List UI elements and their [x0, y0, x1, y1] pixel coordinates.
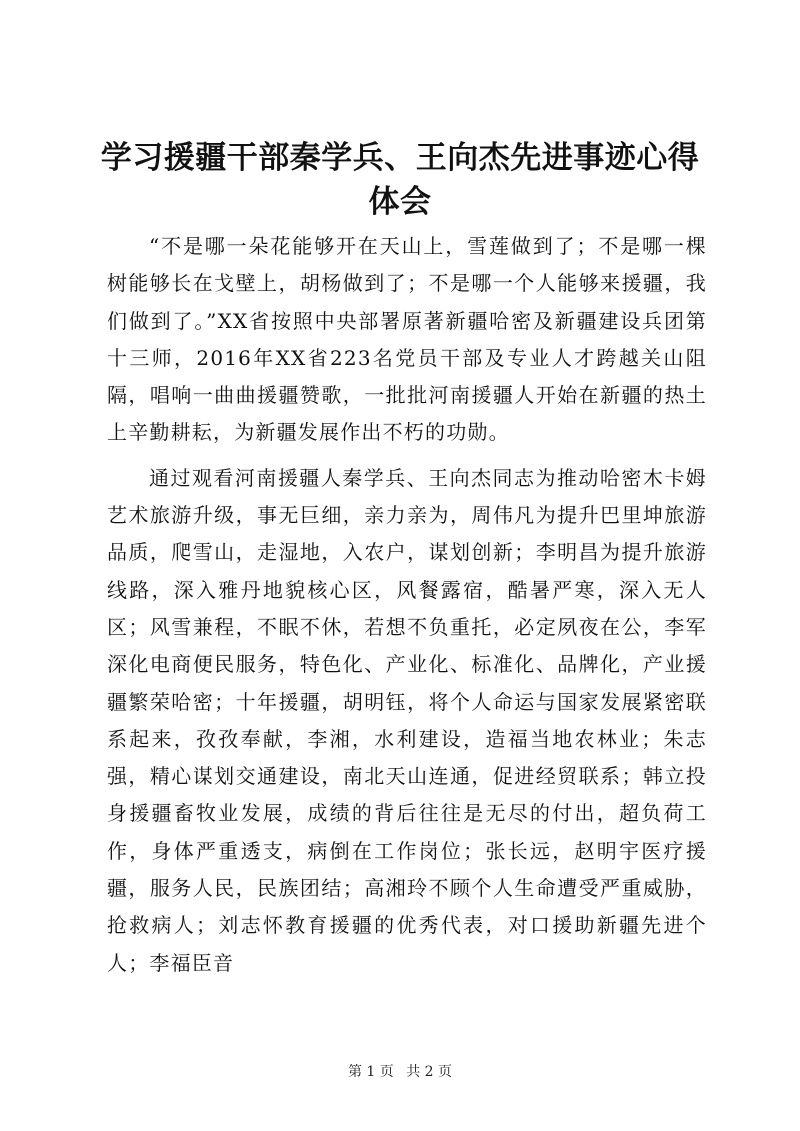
paragraph-2: 通过观看河南援疆人秦学兵、王向杰同志为推动哈密木卡姆艺术旅游升级，事无巨细，亲力亲为，周伟凡为提升巴里坤旅游品质，爬雪山，走湿地，入农户，谋划创新；李明昌为提升旅游线路，深入雅丹地貌核心区，风餐露宿，酷暑严寒，深入无人区；风雪兼程，不眠不休，若想不负重托，必定夙夜在公，李军深化电商便民服务，特色化、产业化、标准化、品牌化，产业援疆繁荣哈密；十年援疆，胡明钰，将个人命运与国家发展紧密联系起来，孜孜奉献，李湘，水利建设，造福当地农林业；朱志强，精心谋划交通建设，南北天山连通，促进经贸联系；韩立投身援疆畜牧业发展，成绩的背后往往是无尽的付出，超负荷工作，身体严重透支，病倒在工作岗位；张长远，赵明宇医疗援疆，服务人民，民族团结；高湘玲不顾个人生命遭受严重威胁，抢救病人；刘志怀教育援疆的优秀代表，对口援助新疆先进个人；李福臣音 [107, 465, 707, 975]
page-number: 第 1 页 [347, 1064, 394, 1080]
total-pages: 共 2 页 [406, 1064, 453, 1080]
document-body [107, 228, 707, 990]
page-footer [0, 1062, 800, 1082]
paragraph-1: “不是哪一朵花能够开在天山上，雪莲做到了；不是哪一棵树能够长在戈壁上，胡杨做到了；不是哪一个人能够来援疆，我们做到了。”XX省按照中央部署原著新疆哈密及新疆建设兵团第十三师，2016年XX省223名党员干部及专业人才跨越关山阻隔，唱响一曲曲援疆赞歌，一批批河南援疆人开始在新疆的热土上辛勤耕耘，为新疆发展作出不朽的功勋。 [107, 234, 707, 445]
document-title: 学习援疆干部秦学兵、王向杰先进事迹心得体会 [100, 140, 700, 220]
